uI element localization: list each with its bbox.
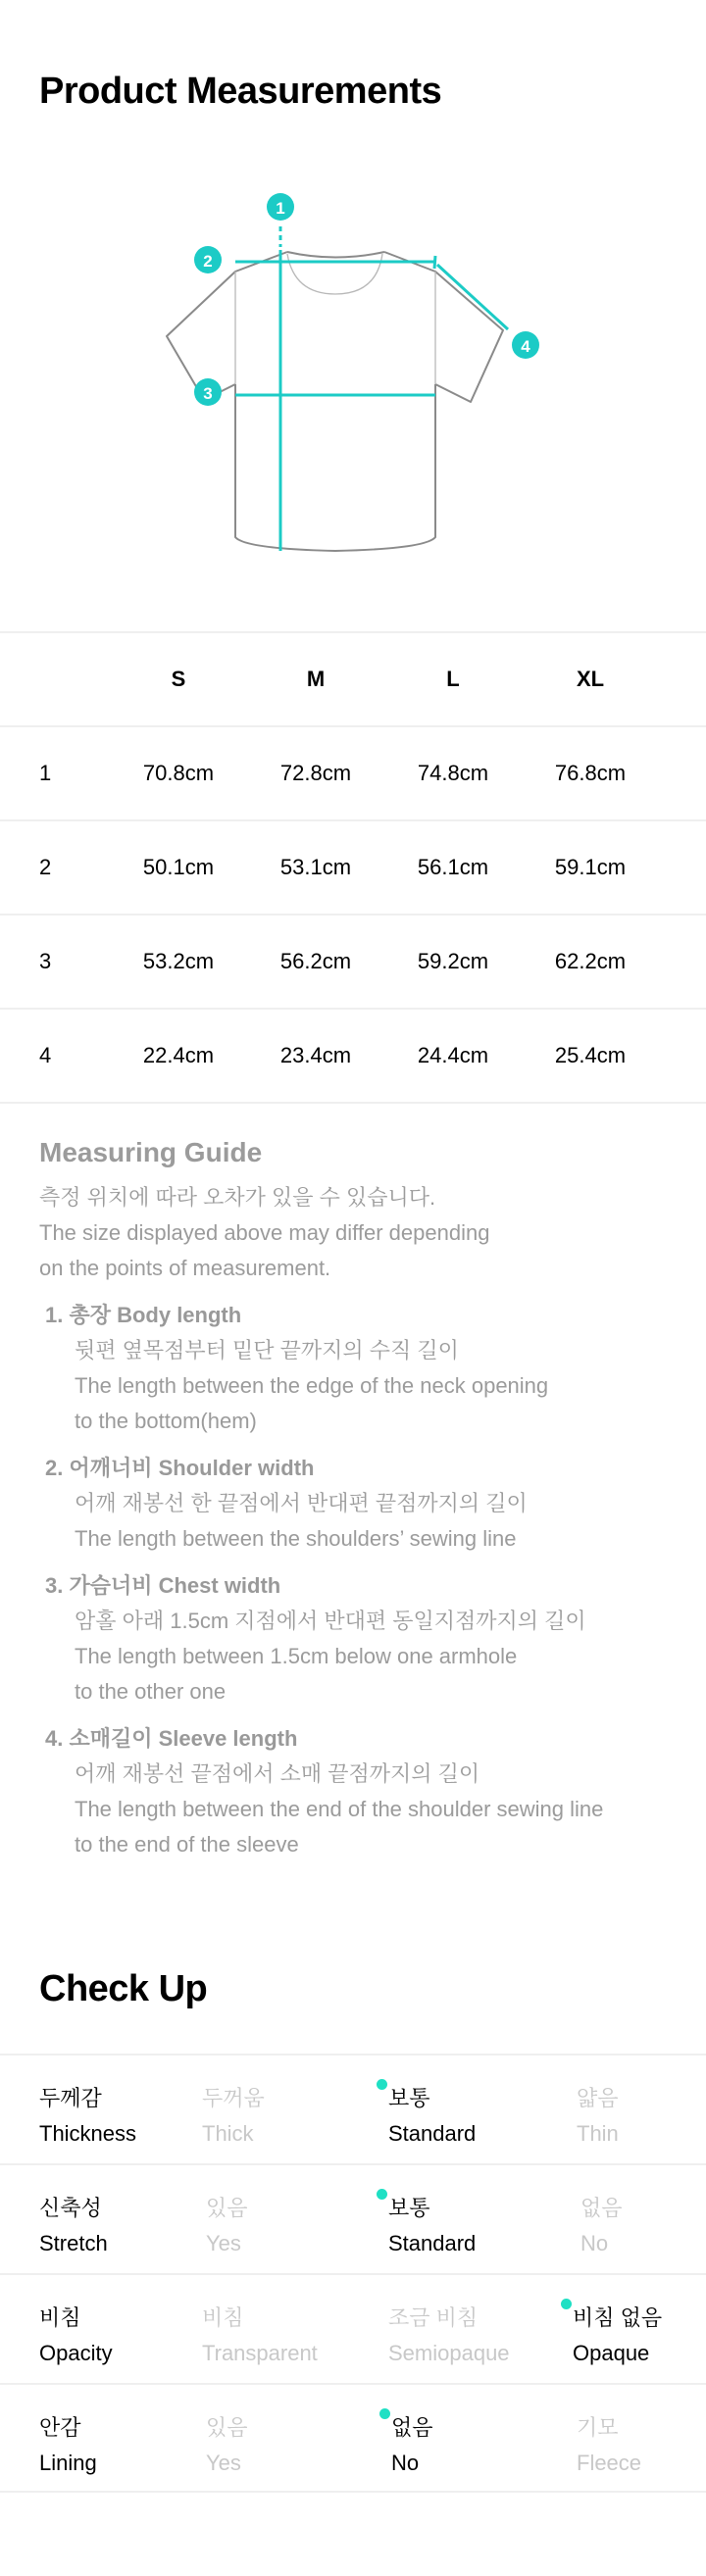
option-ko: 보통 [388, 2086, 430, 2110]
option-ko: 기모 [577, 2415, 619, 2440]
row-label: 4 [39, 1043, 52, 1067]
measuring-guide [39, 1137, 686, 1862]
checkup-option [577, 2081, 619, 2152]
guide-item-line: to the bottom(hem) [75, 1409, 257, 1433]
guide-item-line: The length between the edge of the neck opening [75, 1373, 549, 1398]
checkup-row-stretch [0, 2163, 706, 2273]
checkup-option [577, 2410, 641, 2481]
guide-item-body-length [39, 1298, 686, 1439]
cell-value: 56.2cm [279, 949, 352, 973]
checkup-option [206, 2191, 248, 2261]
checkup-option-selected [388, 2081, 476, 2152]
cell-value: 62.2cm [554, 949, 627, 973]
option-en: Transparent [202, 2341, 318, 2365]
svg-text:4: 4 [521, 337, 530, 356]
guide-item-chest-width [39, 1568, 686, 1709]
tshirt-diagram-icon [0, 176, 706, 569]
guide-item-line: The length between the shoulders’ sewing line [75, 1526, 517, 1551]
checkup-label [39, 2191, 108, 2261]
header-cell-m: M [306, 667, 326, 691]
table-row [0, 1010, 706, 1104]
svg-text:1: 1 [276, 199, 285, 218]
cell-value: 53.1cm [279, 855, 352, 879]
option-en: Fleece [577, 2451, 642, 2475]
checkup-option-selected [388, 2191, 476, 2261]
label-en: Opacity [39, 2341, 113, 2365]
option-en: Standard [388, 2231, 477, 2255]
guide-item-line: 어깨 재봉선 끝점에서 소매 끝점까지의 길이 [75, 1761, 480, 1786]
option-en: Yes [206, 2451, 241, 2475]
selected-dot-icon [377, 2189, 387, 2200]
row-label: 2 [39, 855, 52, 879]
cell-value: 24.4cm [417, 1043, 489, 1067]
row-label: 3 [39, 949, 52, 973]
guide-item-heading: 1. 총장 Body length [45, 1303, 242, 1327]
cell-value: 59.2cm [417, 949, 489, 973]
marker-1 [267, 193, 294, 221]
checkup-option-selected [391, 2410, 433, 2481]
guide-item-heading: 4. 소매길이 Sleeve length [45, 1726, 298, 1751]
option-en: No [580, 2231, 609, 2255]
checkup-table [0, 2054, 706, 2493]
checkup-title: Check Up [39, 1968, 208, 2009]
checkup-option-selected [573, 2301, 662, 2371]
checkup-row-thickness [0, 2054, 706, 2163]
label-en: Lining [39, 2451, 97, 2475]
checkup-label [39, 2081, 136, 2152]
guide-item-line: to the other one [75, 1679, 227, 1704]
option-ko: 비침 [202, 2305, 244, 2330]
label-ko: 두께감 [39, 2086, 102, 2110]
label-ko: 안감 [39, 2415, 81, 2440]
checkup-option [202, 2301, 318, 2371]
selected-dot-icon [379, 2408, 390, 2419]
header-cell-xl: XL [576, 667, 605, 691]
guide-item-shoulder-width [39, 1451, 686, 1557]
header-cell-empty [39, 633, 78, 725]
label-en: Stretch [39, 2231, 108, 2255]
option-ko: 있음 [206, 2415, 248, 2440]
svg-text:3: 3 [203, 384, 213, 403]
guide-item-sleeve-length [39, 1721, 686, 1862]
row-label: 1 [39, 761, 52, 785]
svg-text:2: 2 [203, 252, 213, 271]
guide-item-heading: 3. 가슴너비 Chest width [45, 1573, 281, 1598]
table-row [0, 916, 706, 1010]
guide-intro-line: 측정 위치에 따라 오차가 있을 수 있습니다. [39, 1185, 436, 1210]
selected-dot-icon [377, 2079, 387, 2090]
checkup-row-opacity [0, 2273, 706, 2383]
option-ko: 있음 [206, 2196, 248, 2220]
header-cell-l: L [446, 667, 460, 691]
guide-item-line: The length between the end of the shoulder sewing line [75, 1797, 604, 1821]
cell-value: 76.8cm [554, 761, 627, 785]
cell-value: 53.2cm [142, 949, 215, 973]
marker-4 [512, 331, 539, 359]
cell-value: 25.4cm [554, 1043, 627, 1067]
cell-value: 74.8cm [417, 761, 489, 785]
label-ko: 비침 [39, 2305, 81, 2330]
option-ko: 조금 비침 [388, 2305, 479, 2330]
cell-value: 72.8cm [279, 761, 352, 785]
option-en: Semiopaque [388, 2341, 510, 2365]
selected-dot-icon [561, 2299, 572, 2309]
cell-value: 70.8cm [142, 761, 215, 785]
option-en: Opaque [573, 2341, 650, 2365]
checkup-option [206, 2410, 248, 2481]
option-en: Standard [388, 2121, 477, 2146]
option-en: Yes [206, 2231, 241, 2255]
option-ko: 보통 [388, 2196, 430, 2220]
label-en: Thickness [39, 2121, 137, 2146]
marker-3 [194, 378, 222, 406]
checkup-row-lining [0, 2383, 706, 2493]
guide-item-line: 암홀 아래 1.5cm 지점에서 반대편 동일지점까지의 길이 [75, 1609, 586, 1633]
measurement-diagram [0, 176, 706, 569]
option-ko: 비침 없음 [573, 2305, 663, 2330]
checkup-label [39, 2301, 113, 2371]
option-ko: 얇음 [577, 2086, 619, 2110]
table-header-row [0, 633, 706, 727]
table-row [0, 821, 706, 916]
option-ko: 없음 [580, 2196, 623, 2220]
table-row [0, 727, 706, 821]
header-cell-s: S [171, 667, 186, 691]
checkup-label [39, 2410, 97, 2481]
guide-item-line: The length between 1.5cm below one armhole [75, 1644, 518, 1668]
checkup-option [388, 2301, 510, 2371]
cell-value: 22.4cm [142, 1043, 215, 1067]
cell-value: 23.4cm [279, 1043, 352, 1067]
cell-value: 59.1cm [554, 855, 627, 879]
option-en: No [391, 2451, 420, 2475]
option-ko: 두꺼움 [202, 2086, 265, 2110]
guide-item-line: 어깨 재봉선 한 끝점에서 반대편 끝점까지의 길이 [75, 1491, 528, 1515]
cell-value: 50.1cm [142, 855, 215, 879]
label-ko: 신축성 [39, 2196, 102, 2220]
checkup-option [202, 2081, 265, 2152]
option-en: Thin [577, 2121, 619, 2146]
checkup-option [580, 2191, 623, 2261]
guide-intro-line: on the points of measurement. [39, 1256, 331, 1280]
cell-value: 56.1cm [417, 855, 489, 879]
option-en: Thick [202, 2121, 254, 2146]
option-ko: 없음 [391, 2415, 433, 2440]
size-table [0, 633, 706, 1104]
marker-2 [194, 246, 222, 273]
guide-item-line: 뒷편 옆목점부터 밑단 끝까지의 수직 길이 [75, 1338, 459, 1362]
guide-title: Measuring Guide [39, 1137, 263, 1167]
guide-item-heading: 2. 어깨너비 Shoulder width [45, 1456, 315, 1480]
guide-intro-line: The size displayed above may differ depending [39, 1220, 490, 1245]
guide-item-line: to the end of the sleeve [75, 1832, 299, 1857]
page-title: Product Measurements [39, 71, 442, 112]
